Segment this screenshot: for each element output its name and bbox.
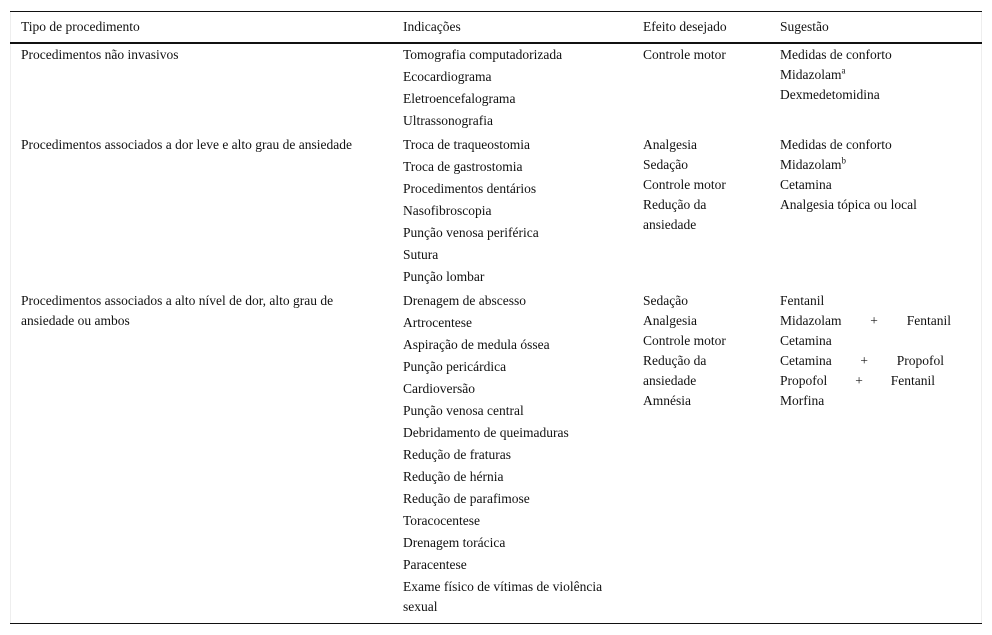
table-bottom-rule (10, 623, 982, 624)
indicacao-item: Troca de traqueostomia (403, 137, 530, 152)
plus-sign: + (855, 373, 863, 388)
indicacao-item: Ultrassonografia (403, 113, 493, 128)
plus-sign: + (860, 353, 869, 368)
cell-sugestao (780, 291, 970, 411)
cell-indicacoes (403, 291, 603, 619)
efeito-item: Redução da ansiedade (643, 197, 707, 232)
indicacao-item: Nasofibroscopia (403, 203, 492, 218)
indicacao-item: Procedimentos dentários (403, 181, 537, 196)
sugestao-item: Morfina (780, 393, 825, 408)
sugestao-item (780, 371, 935, 391)
indicacao-item: Redução de hérnia (403, 469, 504, 484)
sugestao-item: Analgesia tópica ou local (780, 197, 917, 212)
sugestao-item (780, 311, 951, 331)
sugestao-item: Fentanil (780, 293, 825, 308)
efeito-item: Analgesia (643, 313, 697, 328)
indicacao-item: Tomografia computadorizada (403, 47, 563, 62)
cell-efeito (643, 135, 743, 235)
indicacao-item: Exame físico de vítimas de violência sexual (403, 579, 603, 614)
indicacao-item: Redução de parafimose (403, 491, 530, 506)
cell-sugestao (780, 45, 970, 105)
drug-name: Midazolam (780, 67, 842, 82)
header-tipo: Tipo de procedimento (21, 19, 140, 34)
efeito-item: Controle motor (643, 177, 726, 192)
drug-name: Fentanil (906, 313, 951, 328)
indicacao-item: Punção venosa central (403, 403, 524, 418)
indicacao-item: Eletroencefalograma (403, 91, 516, 106)
header-efeito: Efeito desejado (643, 19, 727, 34)
sugestao-item (780, 155, 970, 175)
indicacao-item: Drenagem torácica (403, 535, 506, 550)
efeito-item: Sedação (643, 293, 688, 308)
indicacao-item: Cardioversão (403, 381, 475, 396)
efeito-item: Controle motor (643, 47, 726, 62)
drug-name: Cetamina (780, 353, 832, 368)
drug-name: Midazolam (780, 313, 842, 328)
cell-indicacoes (403, 45, 603, 133)
sugestao-item: Medidas de conforto (780, 137, 892, 152)
drug-name: Propofol (780, 373, 828, 388)
header-rule (10, 42, 982, 44)
indicacao-item: Aspiração de medula óssea (403, 337, 550, 352)
indicacao-item: Paracentese (403, 557, 467, 572)
cell-tipo: Procedimentos associados a alto nível de dor, alto grau de ansiedade ou ambos (21, 293, 334, 328)
indicacao-item: Troca de gastrostomia (403, 159, 523, 174)
efeito-item: Amnésia (643, 393, 691, 408)
header-indicacoes: Indicações (403, 19, 461, 34)
cell-tipo: Procedimentos associados a dor leve e alto grau de ansiedade (21, 137, 353, 152)
sugestao-item: Dexmedetomidina (780, 87, 880, 102)
cell-tipo: Procedimentos não invasivos (21, 47, 179, 62)
sugestao-item: Cetamina (780, 177, 832, 192)
sugestao-item: Medidas de conforto (780, 47, 892, 62)
sugestao-item (780, 351, 944, 371)
efeito-item: Redução da ansiedade (643, 353, 707, 388)
drug-name: Midazolam (780, 157, 842, 172)
cell-efeito (643, 291, 743, 411)
cell-efeito (643, 45, 743, 65)
table-top-rule (10, 11, 982, 12)
indicacao-item: Toracocentese (403, 513, 481, 528)
indicacao-item: Redução de fraturas (403, 447, 511, 462)
indicacao-item: Ecocardiograma (403, 69, 492, 84)
header-sugestao: Sugestão (780, 19, 829, 34)
sugestao-item (780, 65, 970, 85)
cell-indicacoes (403, 135, 603, 289)
drug-name: Fentanil (890, 373, 935, 388)
indicacao-item: Drenagem de abscesso (403, 293, 526, 308)
indicacao-item: Punção venosa periférica (403, 225, 539, 240)
footnote-marker: a (841, 65, 846, 76)
indicacao-item: Sutura (403, 247, 439, 262)
sugestao-item: Cetamina (780, 333, 832, 348)
efeito-item: Controle motor (643, 333, 726, 348)
efeito-item: Sedação (643, 157, 688, 172)
indicacao-item: Punção lombar (403, 269, 485, 284)
plus-sign: + (870, 313, 878, 328)
indicacao-item: Debridamento de queimaduras (403, 425, 569, 440)
efeito-item: Analgesia (643, 137, 697, 152)
footnote-marker: b (841, 155, 846, 166)
cell-sugestao (780, 135, 970, 215)
drug-name: Propofol (896, 353, 944, 368)
indicacao-item: Artrocentese (403, 315, 472, 330)
indicacao-item: Punção pericárdica (403, 359, 507, 374)
